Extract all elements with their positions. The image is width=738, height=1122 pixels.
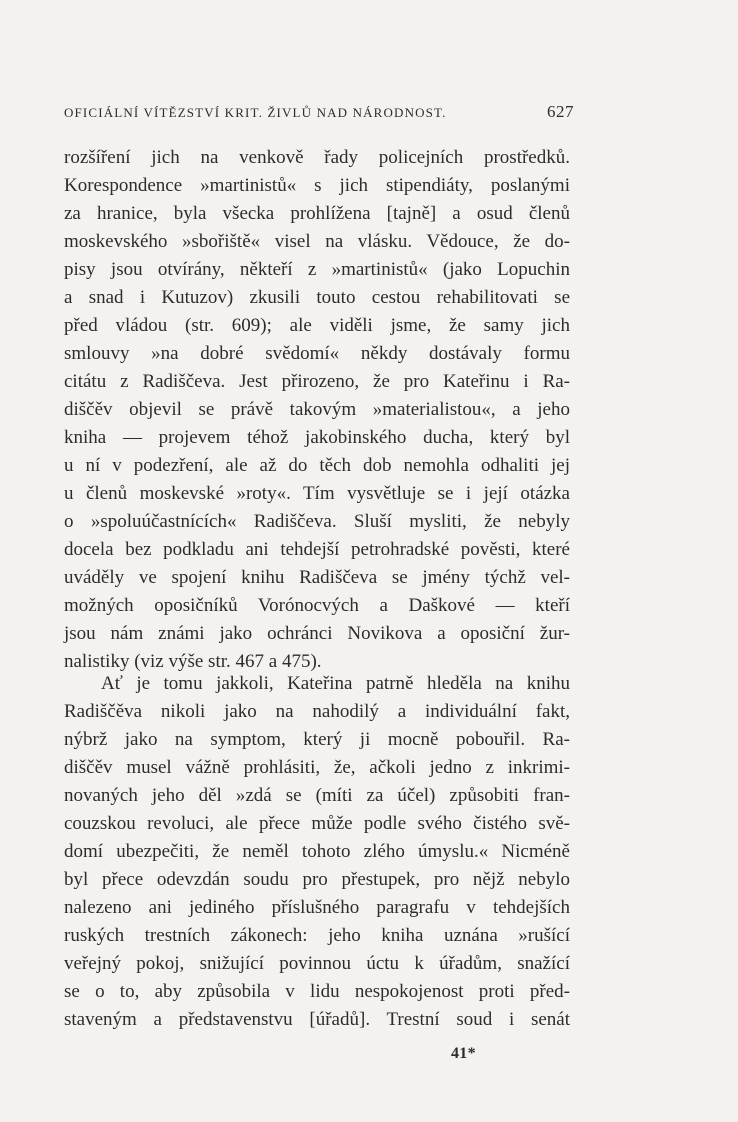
signature-mark: 41* (451, 1045, 476, 1062)
text-line: novaných jeho děl »zdá se (míti za účel) způsobiti fran- (64, 785, 570, 806)
text-line: ruských trestních zákonech: jeho kniha uznána »rušící (64, 925, 570, 946)
text-line: za hranice, byla všecka prohlížena [tajně] a osud členů (64, 203, 570, 224)
text-line: domí ubezpečiti, že neměl tohoto zlého úmyslu.« Nicméně (64, 841, 570, 862)
text-line: diščěv objevil se právě takovým »materialistou«, a jeho (64, 399, 570, 420)
text-line: smlouvy »na dobré svědomí« někdy dostávaly formu (64, 343, 570, 364)
text-line: Korespondence »martinistů« s jich stipendiáty, poslanými (64, 175, 570, 196)
text-line: diščěv musel vážně prohlásiti, že, ačkoli jedno z inkrimi- (64, 757, 570, 778)
text-line: nalezeno ani jediného příslušného paragrafu v tehdejších (64, 897, 570, 918)
text-line: a snad i Kutuzov) zkusili touto cestou rehabilitovati se (64, 287, 570, 308)
text-line: Radiščěva nikoli jako na nahodilý a individuální fakt, (64, 701, 570, 722)
text-line: Ať je tomu jakkoli, Kateřina patrně hleděla na knihu (101, 673, 570, 694)
text-line: rozšíření jich na venkově řady policejních prostředků. (64, 147, 570, 168)
text-line: couzskou revoluci, ale přece může podle svého čistého svě- (64, 813, 570, 834)
text-line: citátu z Radiščeva. Jest přirozeno, že pro Kateřinu i Ra- (64, 371, 570, 392)
text-line: o »spoluúčastnících« Radiščeva. Sluší mysliti, že nebyly (64, 511, 570, 532)
text-line: u ní v podezření, ale až do těch dob nemohla odhaliti jej (64, 455, 570, 476)
running-head (64, 102, 574, 126)
text-line: pisy jsou otvírány, někteří z »martinistů« (jako Lopuchin (64, 259, 570, 280)
text-line: se o to, aby způsobila v lidu nespokojenost proti před- (64, 981, 570, 1002)
text-line: nýbrž jako na symptom, který ji mocně pobouřil. Ra- (64, 729, 570, 750)
text-line: staveným a představenstvu [úřadů]. Trestní soud i senát (64, 1009, 570, 1030)
text-line: možných oposičníků Vorónocvých a Daškové — kteří (64, 595, 570, 616)
page-number: 627 (547, 102, 574, 121)
text-line: moskevského »sbořiště« visel na vlásku. Vědouce, že do- (64, 231, 570, 252)
text-line: u členů moskevské »roty«. Tím vysvětluje se i její otázka (64, 483, 570, 504)
text-line: docela bez podkladu ani tehdejší petrohradské pověsti, které (64, 539, 570, 560)
running-title: OFICIÁLNÍ VÍTĚZSTVÍ KRIT. ŽIVLŮ NAD NÁRODNOST. (64, 105, 447, 120)
text-line: před vládou (str. 609); ale viděli jsme, že samy jich (64, 315, 570, 336)
text-line: veřejný pokoj, snižující povinnou úctu k úřadům, snažící (64, 953, 570, 974)
text-line: kniha — projevem téhož jakobinského ducha, který byl (64, 427, 570, 448)
text-line: jsou nám známi jako ochránci Novikova a oposiční žur- (64, 623, 570, 644)
text-line: uváděly ve spojení knihu Radiščeva se jmény týchž vel- (64, 567, 570, 588)
text-line: nalistiky (viz výše str. 467 a 475). (64, 651, 322, 672)
text-line: byl přece odevzdán soudu pro přestupek, pro nějž nebylo (64, 869, 570, 890)
